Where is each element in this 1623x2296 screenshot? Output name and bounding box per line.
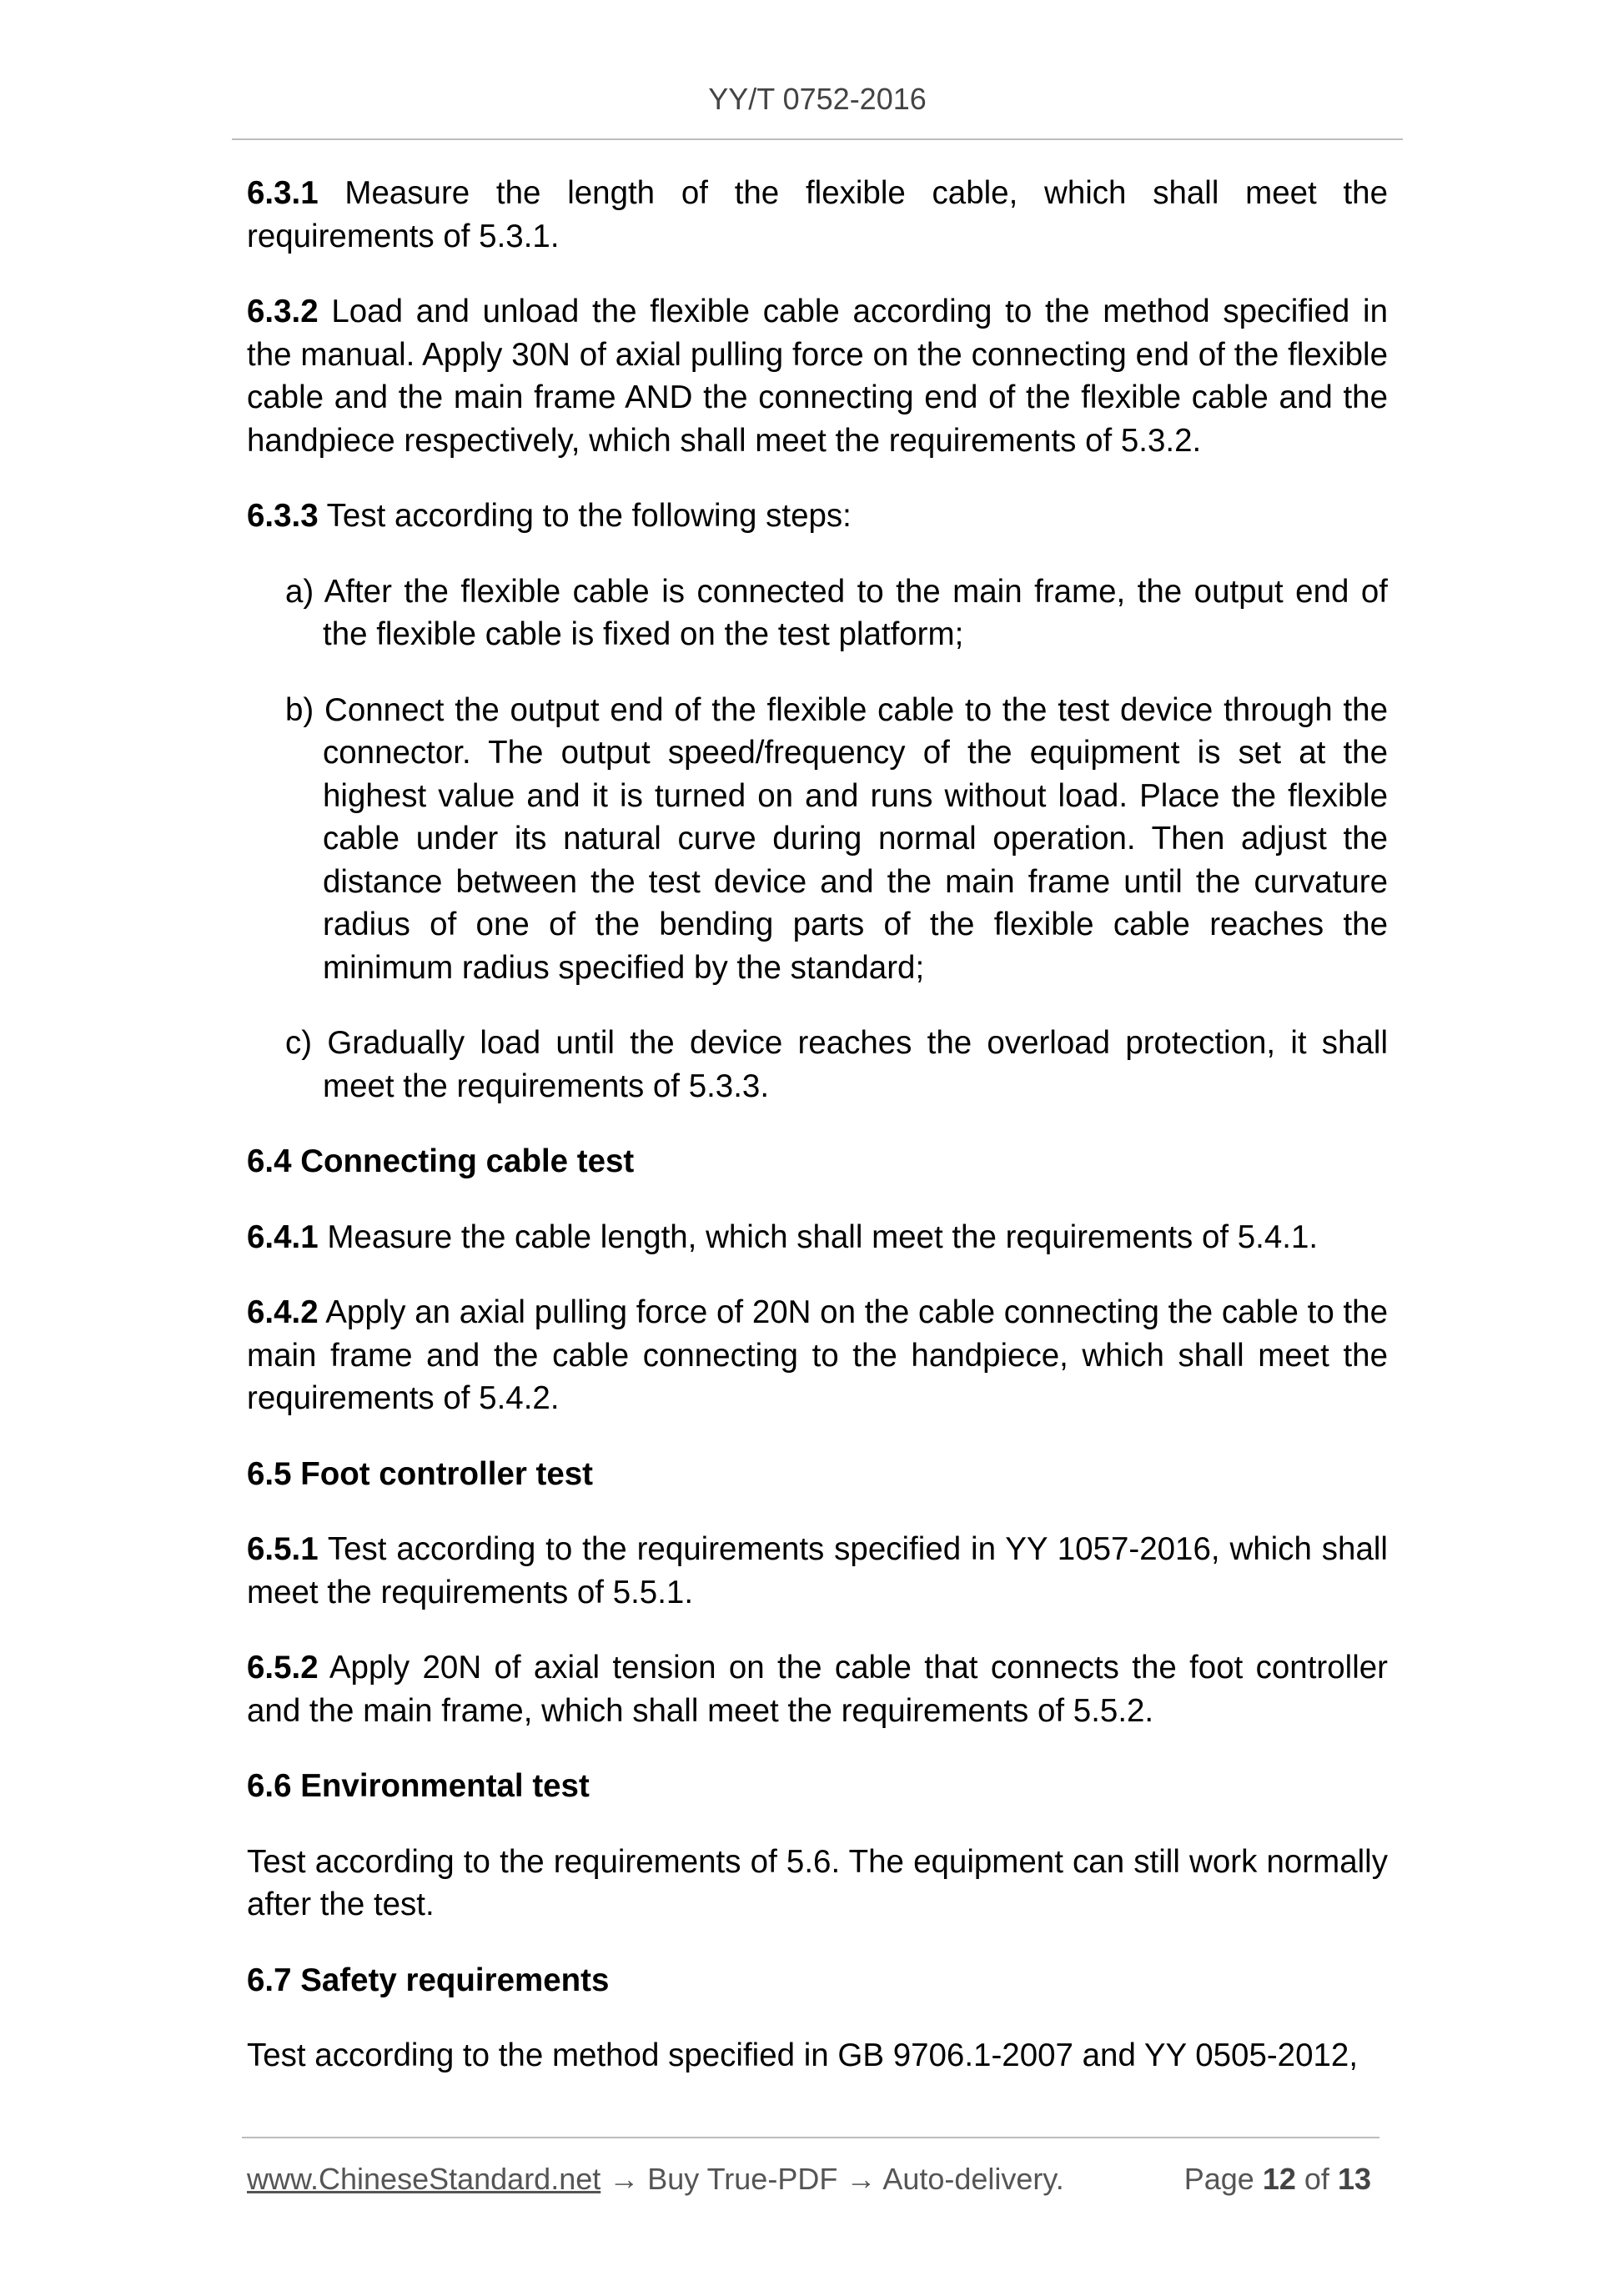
clause-text: Test according to the following steps:	[326, 498, 852, 534]
clause-number: 6.3.3	[247, 498, 319, 534]
clause-number: 6.4.1	[247, 1218, 319, 1255]
clause-6-4-1	[247, 1216, 1388, 1259]
standard-code: YY/T 0752-2016	[708, 82, 927, 116]
list-marker: c)	[285, 1025, 313, 1061]
clause-number: 6.5.2	[247, 1650, 319, 1686]
list-text: Gradually load until the device reaches the overload protection, it shall meet the requirements of 5.3.3.	[323, 1025, 1388, 1104]
clause-6-3-3	[247, 495, 1388, 538]
page-indicator	[1184, 2162, 1371, 2197]
clause-6-5-2	[247, 1646, 1388, 1732]
clause-6-5-1	[247, 1528, 1388, 1614]
clause-text: Measure the cable length, which shall meet the requirements of 5.4.1.	[327, 1218, 1319, 1255]
list-marker: a)	[285, 573, 314, 610]
page-label: Page	[1183, 2162, 1254, 2196]
list-text: Connect the output end of the flexible cable to the test device through the connector. The output speed/frequency of the equipment is set at the highest value and it is turned on and runs without load. Place the flexible cable under its natural curve during normal operation. Then adjust the distance between the test device and the main frame until the curvature radius of one of the bending parts of the flexible cable reaches the minimum radius specified by the standard;	[323, 691, 1388, 986]
clause-number: 6.5.1	[247, 1531, 319, 1567]
heading-6-5: 6.5 Foot controller test	[247, 1455, 594, 1492]
list-item-b	[247, 689, 1388, 990]
page-header	[232, 77, 1403, 140]
clause-6-3-1	[247, 172, 1388, 258]
clause-6-4-2	[247, 1291, 1388, 1420]
page-footer	[242, 2137, 1379, 2213]
list-text: After the flexible cable is connected to the main frame, the output end of the flexible cable is fixed on the test platform;	[323, 573, 1389, 652]
paragraph-6-7: Test according to the method specified in GB 9706.1-2007 and YY 0505-2012,	[247, 2037, 1359, 2073]
clause-text: Measure the length of the flexible cable, which shall meet the requirements of 5.3.1.	[247, 175, 1388, 254]
clause-text: Load and unload the flexible cable according to the method specified in the manual. Apply 30N of axial pulling force on the connecting end of the flexible cable and the main frame AND the connecting end of the flexible cable and the handpiece respectively, which shall meet the requirements of 5.3.2.	[247, 294, 1388, 459]
list-item-a	[247, 570, 1388, 656]
total-pages: 13	[1337, 2162, 1371, 2196]
clause-number: 6.4.2	[247, 1294, 319, 1330]
website-link[interactable]: www.ChineseStandard.net	[247, 2162, 601, 2196]
clause-6-3-2	[247, 290, 1388, 462]
document-body	[247, 172, 1388, 2110]
current-page: 12	[1262, 2162, 1296, 2196]
clause-text: Apply an axial pulling force of 20N on the cable connecting the cable to the main frame and the cable connecting to the handpiece, which shall meet the requirements of 5.4.2.	[247, 1294, 1388, 1416]
promo-text: → Buy True-PDF → Auto-delivery.	[600, 2162, 1064, 2196]
heading-6-4: 6.4 Connecting cable test	[247, 1143, 635, 1179]
clause-text: Apply 20N of axial tension on the cable that connects the foot controller and the main frame, which shall meet the requirements of 5.5.2.	[247, 1650, 1388, 1729]
clause-number: 6.3.2	[247, 294, 319, 329]
list-marker: b)	[285, 691, 314, 728]
paragraph-6-6: Test according to the requirements of 5.6. The equipment can still work normally after the test.	[247, 1843, 1388, 1922]
of-label: of	[1304, 2162, 1329, 2196]
list-item-c	[247, 1022, 1388, 1108]
footer-promo	[247, 2162, 1064, 2197]
clause-text: Test according to the requirements specified in YY 1057-2016, which shall meet the requirements of 5.5.1.	[247, 1531, 1388, 1610]
heading-6-7: 6.7 Safety requirements	[247, 1962, 610, 1998]
heading-6-6: 6.6 Environmental test	[247, 1768, 590, 1804]
clause-number: 6.3.1	[247, 175, 319, 211]
